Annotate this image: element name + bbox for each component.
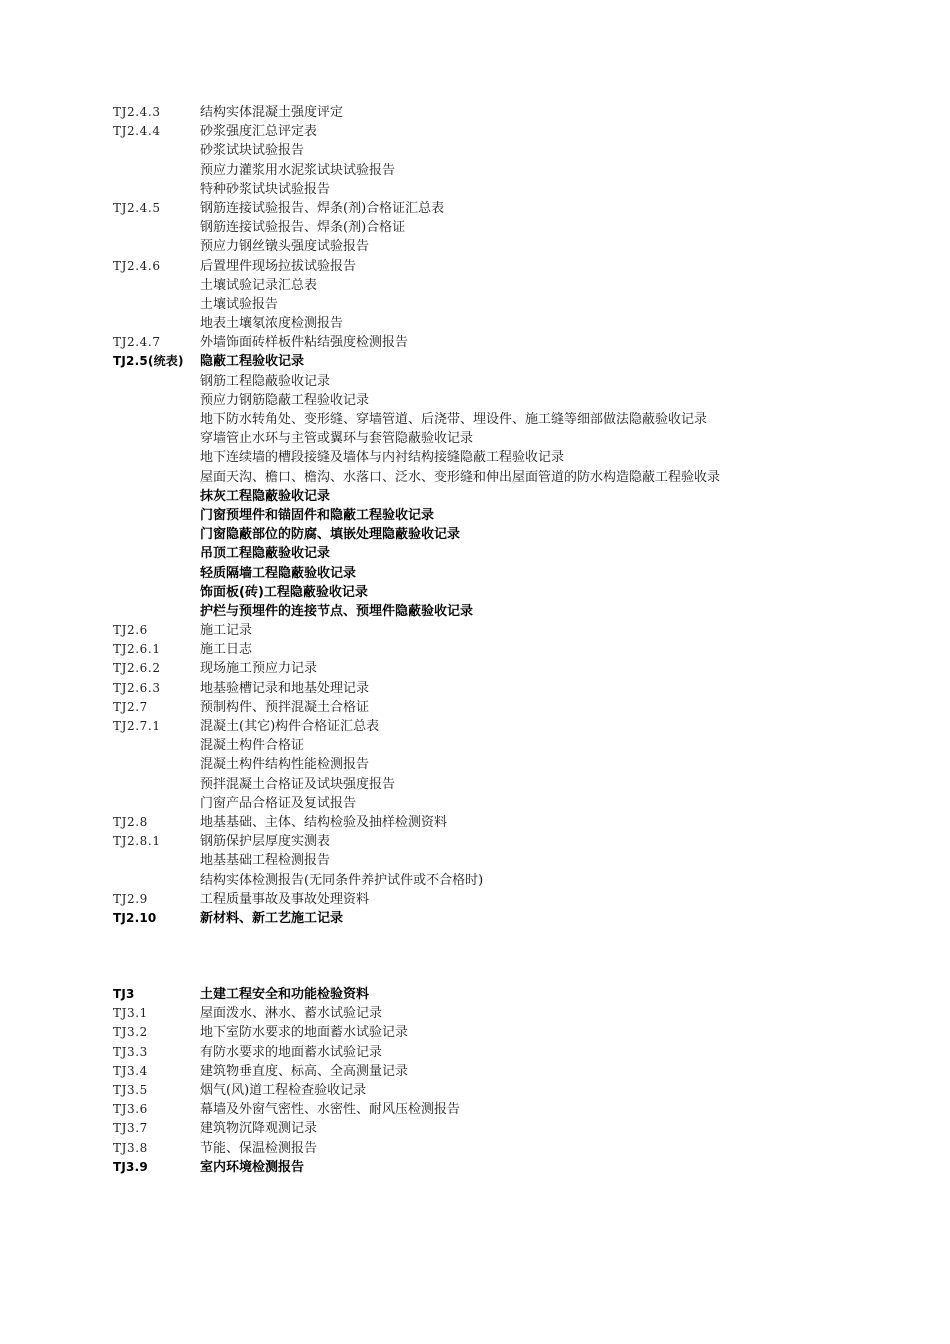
item-code: TJ3.6	[113, 1102, 148, 1117]
list-item	[113, 333, 913, 352]
item-title: 混凝土(其它)构件合格证汇总表	[200, 719, 380, 734]
item-title: 工程质量事故及事故处理资料	[200, 891, 370, 907]
item-title: 地基基础工程检测报告	[200, 853, 331, 869]
list-item	[113, 909, 913, 928]
list-item	[113, 1023, 913, 1042]
item-code	[113, 237, 200, 256]
item-code	[113, 276, 200, 295]
item-title: 结构实体混凝土强度评定	[200, 105, 344, 120]
item-title: 建筑物沉降观测记录	[200, 1121, 318, 1137]
item-code: TJ2.6.1	[113, 642, 161, 657]
item-code: TJ2.4.3	[113, 105, 161, 119]
list-item	[113, 890, 913, 909]
item-title: 门窗预埋件和锚固件和隐蔽工程验收记录	[200, 507, 435, 523]
item-code: TJ2.6.2	[113, 661, 161, 676]
item-title: 钢筋连接试验报告、焊条(剂)合格证	[200, 220, 406, 236]
item-code	[113, 429, 200, 448]
item-code	[113, 506, 200, 525]
item-title: 建筑物垂直度、标高、全高测量记录	[200, 1063, 409, 1079]
item-code	[113, 468, 200, 487]
item-code: TJ3.7	[113, 1121, 148, 1136]
item-title: 烟气(风)道工程检查验收记录	[200, 1083, 367, 1098]
list-item	[113, 468, 913, 487]
item-code: TJ2.4.4	[113, 124, 161, 139]
item-code: TJ3.3	[113, 1044, 148, 1059]
item-code	[113, 295, 200, 314]
item-title: 地下防水转角处、变形缝、穿墙管道、后浇带、埋设件、施工缝等细部做法隐蔽验收记录	[200, 412, 708, 427]
list-item	[113, 506, 913, 525]
list-item	[113, 871, 913, 890]
list-item	[113, 487, 913, 506]
item-title: 隐蔽工程验收记录	[200, 354, 305, 370]
item-code	[113, 161, 200, 180]
item-code	[113, 218, 200, 237]
item-code	[113, 851, 200, 870]
item-code	[113, 314, 200, 333]
list-item	[113, 794, 913, 813]
item-code: TJ2.8	[113, 814, 148, 829]
item-title: 预应力灌浆用水泥浆试块试验报告	[200, 162, 396, 178]
item-code: TJ2.8.1	[113, 834, 161, 849]
list-item	[113, 1119, 913, 1138]
item-title: 施工日志	[200, 642, 253, 658]
document-list	[113, 103, 913, 1177]
list-item	[113, 659, 913, 678]
item-title: 地基验槽记录和地基处理记录	[200, 680, 370, 696]
item-title: 钢筋连接试验报告、焊条(剂)合格证汇总表	[200, 200, 445, 216]
item-title: 外墙饰面砖样板件粘结强度检测报告	[200, 335, 409, 351]
document-section	[113, 985, 913, 1177]
item-code: TJ3.4	[113, 1063, 148, 1078]
item-title: 地表土壤氡浓度检测报告	[200, 316, 344, 332]
item-code	[113, 871, 200, 890]
list-item	[113, 583, 913, 602]
list-item	[113, 218, 913, 237]
list-item	[113, 448, 913, 467]
list-item	[113, 429, 913, 448]
item-title: 砂浆试块试验报告	[200, 143, 305, 159]
list-item	[113, 1043, 913, 1062]
item-title: 室内环境检测报告	[200, 1159, 305, 1175]
document-section	[113, 103, 913, 928]
list-item	[113, 755, 913, 774]
item-title: 土壤试验报告	[200, 296, 279, 312]
item-title: 钢筋保护层厚度实测表	[200, 834, 331, 850]
item-title: 特种砂浆试块试验报告	[200, 181, 331, 197]
item-title: 后置埋件现场拉拔试验报告	[200, 258, 357, 274]
item-title: 有防水要求的地面蓄水试验记录	[200, 1044, 383, 1060]
item-code	[113, 410, 200, 429]
item-title: 屋面泼水、淋水、蓄水试验记录	[200, 1006, 383, 1022]
list-item	[113, 141, 913, 160]
item-title: 护栏与预埋件的连接节点、预埋件隐蔽验收记录	[200, 603, 474, 619]
item-code	[113, 794, 200, 813]
list-item	[113, 717, 913, 736]
list-item	[113, 640, 913, 659]
item-title: 混凝土构件合格证	[200, 738, 305, 754]
item-code	[113, 448, 200, 467]
item-code	[113, 736, 200, 755]
item-code: TJ3.5	[113, 1083, 148, 1097]
list-item	[113, 237, 913, 256]
list-item	[113, 103, 913, 122]
item-code: TJ2.6.3	[113, 680, 161, 695]
list-item	[113, 410, 913, 429]
list-item	[113, 391, 913, 410]
item-code	[113, 180, 200, 199]
item-code: TJ3.8	[113, 1140, 148, 1155]
item-title: 钢筋工程隐蔽验收记录	[200, 373, 331, 389]
item-title: 预应力钢丝镦头强度试验报告	[200, 239, 370, 255]
item-title: 幕墙及外窗气密性、水密性、耐风压检测报告	[200, 1102, 461, 1118]
item-code	[113, 372, 200, 391]
item-code	[113, 391, 200, 410]
item-code: TJ2.6	[113, 623, 148, 638]
list-item	[113, 813, 913, 832]
item-code: TJ2.9	[113, 891, 148, 906]
list-item	[113, 832, 913, 851]
item-title: 土建工程安全和功能检验资料	[200, 987, 370, 1003]
item-code: TJ2.7	[113, 699, 148, 714]
item-code	[113, 564, 200, 583]
list-item	[113, 775, 913, 794]
item-title: 轻质隔墙工程隐蔽验收记录	[200, 565, 357, 581]
item-code: TJ2.5(统表)	[113, 354, 184, 369]
list-item	[113, 1004, 913, 1023]
item-title: 饰面板(砖)工程隐蔽验收记录	[200, 584, 368, 600]
list-item	[113, 257, 913, 276]
list-item	[113, 985, 913, 1004]
list-item	[113, 525, 913, 544]
item-code	[113, 544, 200, 563]
item-title: 土壤试验记录汇总表	[200, 277, 318, 293]
item-code: TJ3.1	[113, 1006, 148, 1021]
item-title: 预制构件、预拌混凝土合格证	[200, 699, 370, 715]
item-title: 地基基础、主体、结构检验及抽样检测资料	[200, 814, 448, 830]
item-title: 节能、保温检测报告	[200, 1140, 318, 1156]
list-item	[113, 199, 913, 218]
item-code: TJ2.10	[113, 910, 157, 925]
item-code	[113, 602, 200, 621]
item-code	[113, 487, 200, 506]
item-code: TJ2.4.5	[113, 200, 161, 215]
list-item	[113, 698, 913, 717]
list-item	[113, 621, 913, 640]
list-item	[113, 679, 913, 698]
list-item	[113, 736, 913, 755]
list-item	[113, 372, 913, 391]
list-item	[113, 352, 913, 371]
item-code: TJ2.4.7	[113, 335, 161, 350]
list-item	[113, 1139, 913, 1158]
list-item	[113, 122, 913, 141]
item-title: 门窗产品合格证及复试报告	[200, 795, 357, 811]
list-item	[113, 161, 913, 180]
list-item	[113, 1062, 913, 1081]
item-title: 施工记录	[200, 623, 253, 639]
item-code	[113, 755, 200, 774]
item-code	[113, 525, 200, 544]
item-title: 门窗隐蔽部位的防腐、填嵌处理隐蔽验收记录	[200, 527, 461, 543]
item-code	[113, 141, 200, 160]
item-title: 新材料、新工艺施工记录	[200, 910, 344, 926]
list-item	[113, 564, 913, 583]
item-title: 穿墙管止水环与主管或翼环与套管隐蔽验收记录	[200, 431, 474, 447]
item-title: 抹灰工程隐蔽验收记录	[200, 488, 331, 504]
list-item	[113, 1081, 913, 1100]
item-title: 结构实体检测报告(无同条件养护试件或不合格时)	[200, 872, 484, 888]
item-code	[113, 775, 200, 794]
list-item	[113, 851, 913, 870]
list-item	[113, 1158, 913, 1177]
list-item	[113, 276, 913, 295]
item-title: 砂浆强度汇总评定表	[200, 124, 318, 140]
list-item	[113, 1100, 913, 1119]
item-title: 地下连续墙的槽段接缝及墙体与内衬结构接缝隐蔽工程验收记录	[200, 450, 565, 466]
item-code: TJ3.2	[113, 1025, 148, 1040]
item-code: TJ3	[113, 987, 135, 1002]
list-item	[113, 544, 913, 563]
item-code: TJ3.9	[113, 1159, 148, 1174]
item-title: 预拌混凝土合格证及试块强度报告	[200, 776, 396, 792]
list-item	[113, 180, 913, 199]
item-title: 现场施工预应力记录	[200, 661, 318, 677]
list-item	[113, 314, 913, 333]
item-title: 屋面天沟、檐口、檐沟、水落口、泛水、变形缝和伸出屋面管道的防水构造隐蔽工程验收录	[200, 469, 721, 485]
list-item	[113, 602, 913, 621]
item-code	[113, 583, 200, 602]
item-title: 地下室防水要求的地面蓄水试验记录	[200, 1025, 409, 1041]
item-title: 吊顶工程隐蔽验收记录	[200, 546, 331, 562]
item-title: 混凝土构件结构性能检测报告	[200, 757, 370, 773]
list-item	[113, 295, 913, 314]
item-code: TJ2.7.1	[113, 719, 161, 733]
item-title: 预应力钢筋隐蔽工程验收记录	[200, 392, 370, 408]
item-code: TJ2.4.6	[113, 258, 161, 273]
